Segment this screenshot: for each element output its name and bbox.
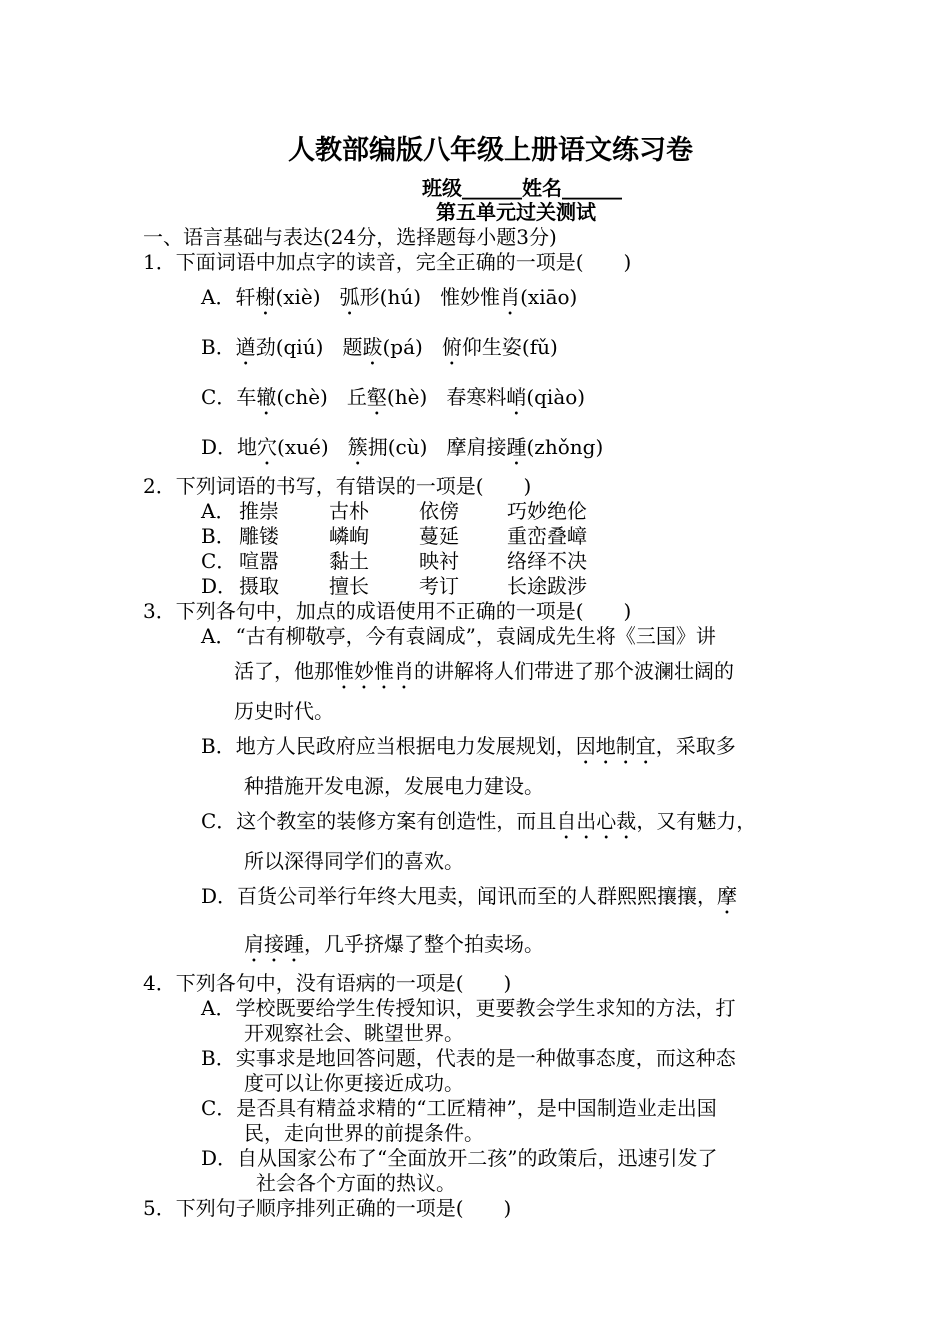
option-text: (qiào)	[526, 385, 586, 409]
q3-option-b-line2: 种措施开发电源，发展电力建设。	[244, 774, 544, 798]
dotted-char: 壑	[366, 385, 387, 409]
dotted-idiom: 惟妙惟肖	[334, 659, 414, 683]
q3-option-b-line1	[201, 733, 736, 769]
option-text: ，又有魅力，	[636, 809, 757, 833]
option-text: 仰生姿(fǔ)	[461, 335, 558, 359]
q4-option-a-line2: 开观察社会、眺望世界。	[244, 1021, 464, 1045]
q4-option-c-line2: 民，走向世界的前提条件。	[244, 1121, 484, 1145]
q2-option-b	[201, 523, 587, 549]
option-text: 劲(qiú)	[255, 335, 324, 359]
q3-option-d-line2	[244, 931, 544, 967]
word: 雕镂	[239, 524, 279, 548]
option-text: C．这个教室的装修方案有创造性，而且	[201, 809, 557, 833]
option-text: 形(hú)	[359, 285, 422, 309]
q4-option-a-line1: A．学校既要给学生传授知识，更要教会学生求知的方法，打	[201, 996, 736, 1020]
option-text: 地	[237, 435, 258, 459]
option-text: (zhǒng)	[526, 435, 604, 459]
word: 黏土	[329, 549, 369, 573]
option-text: 丘	[346, 385, 367, 409]
q3-option-c-line2: 所以深得同学们的喜欢。	[244, 849, 464, 873]
dotted-char: 遒	[235, 335, 256, 359]
dotted-idiom: 自出心裁	[556, 809, 637, 833]
q3-option-d-line1	[201, 883, 737, 919]
q1-option-a	[201, 284, 577, 320]
question-5-stem: 5．下列句子顺序排列正确的一项是( )	[143, 1196, 512, 1220]
option-label: C．	[201, 385, 237, 409]
option-text: (xiāo)	[520, 285, 578, 309]
option-text: B．地方人民政府应当根据电力发展规划，	[201, 734, 576, 758]
word: 推崇	[239, 499, 279, 523]
option-text: 题	[342, 335, 363, 359]
word: 巧妙绝伦	[507, 499, 587, 523]
dotted-char: 穴	[257, 435, 278, 459]
option-text: ，采取多	[655, 734, 736, 758]
option-text: 活了，他那	[234, 659, 334, 683]
option-text: 拥(cù)	[367, 435, 428, 459]
option-text: 轩	[235, 285, 256, 309]
dotted-char: 辙	[256, 385, 277, 409]
option-label: D．	[201, 574, 238, 598]
unit-title: 第五单元过关测试	[436, 200, 596, 224]
q3-option-c-line1	[201, 808, 756, 844]
word: 依傍	[419, 499, 459, 523]
q4-option-d-line1: D．自从国家公布了“全面放开二孩”的政策后，迅速引发了	[201, 1146, 718, 1170]
dotted-char: 踵	[506, 435, 527, 459]
question-4-stem: 4．下列各句中，没有语病的一项是( )	[143, 971, 512, 995]
q3-option-a-line2	[234, 658, 734, 694]
word: 摄取	[239, 574, 279, 598]
q1-option-b	[201, 334, 558, 370]
option-label: B．	[201, 524, 236, 548]
option-text: (pá)	[382, 335, 423, 359]
word: 蔓延	[419, 524, 459, 548]
question-3-stem: 3．下列各句中，加点的成语使用不正确的一项是( )	[143, 599, 632, 623]
word: 考订	[419, 574, 459, 598]
word: 嶙峋	[329, 524, 369, 548]
dotted-char: 肖	[500, 285, 521, 309]
q2-option-d	[201, 573, 587, 599]
option-text: ，几乎挤爆了整个拍卖场。	[304, 932, 544, 956]
word: 喧嚣	[239, 549, 279, 573]
option-text: (xiè)	[275, 285, 321, 309]
option-text: (chè)	[276, 385, 328, 409]
option-text: (xué)	[277, 435, 329, 459]
dotted-idiom: 摩	[717, 884, 738, 908]
document-title: 人教部编版八年级上册语文练习卷	[288, 135, 693, 166]
option-text: 摩肩接	[446, 435, 507, 459]
option-label: A．	[201, 499, 236, 523]
dotted-char: 峭	[506, 385, 527, 409]
q4-option-b-line1: B．实事求是地回答问题，代表的是一种做事态度，而这种态	[201, 1046, 736, 1070]
option-text: D．百货公司举行年终大甩卖，闻讯而至的人群熙熙攘攘，	[201, 884, 718, 908]
word: 擅长	[329, 574, 369, 598]
question-1-stem: 1．下面词语中加点字的读音，完全正确的一项是( )	[143, 250, 632, 274]
q4-option-d-line2: 社会各个方面的热议。	[256, 1171, 456, 1195]
dotted-char: 弧	[339, 285, 360, 309]
option-label: C．	[201, 549, 237, 573]
q2-option-a	[201, 498, 587, 524]
dotted-char: 榭	[255, 285, 276, 309]
option-label: A．	[201, 285, 236, 309]
option-text: 的讲解将人们带进了那个波澜壮阔的	[414, 659, 734, 683]
word: 古朴	[329, 499, 369, 523]
q1-option-d	[201, 434, 603, 470]
word: 长途跋涉	[507, 574, 587, 598]
option-text: 惟妙惟	[440, 285, 501, 309]
option-label: D．	[201, 435, 238, 459]
q2-option-c	[201, 548, 587, 574]
dotted-char: 簇	[347, 435, 368, 459]
dotted-char: 俯	[441, 335, 462, 359]
q3-option-a-line3: 历史时代。	[234, 699, 334, 723]
option-text: (hè)	[386, 385, 428, 409]
class-name-line: 班级______姓名______	[422, 176, 622, 200]
dotted-idiom: 肩接踵	[244, 932, 304, 956]
q3-option-a-line1: A．“古有柳敬亭，今有袁阔成”，袁阔成先生将《三国》讲	[201, 624, 716, 648]
option-label: B．	[201, 335, 236, 359]
q4-option-b-line2: 度可以让你更接近成功。	[244, 1071, 464, 1095]
word: 重峦叠嶂	[507, 524, 587, 548]
question-2-stem: 2．下列词语的书写，有错误的一项是( )	[143, 474, 532, 498]
section-heading: 一、语言基础与表达(24分，选择题每小题3分)	[143, 225, 557, 249]
option-text: 春寒料	[446, 385, 507, 409]
word: 络绎不决	[507, 549, 587, 573]
q4-option-c-line1: C．是否具有精益求精的“工匠精神”，是中国制造业走出国	[201, 1096, 717, 1120]
option-text: 车	[236, 385, 257, 409]
dotted-idiom: 因地制宜	[575, 734, 656, 758]
q1-option-c	[201, 384, 585, 420]
word: 映衬	[419, 549, 459, 573]
dotted-char: 跋	[362, 335, 383, 359]
